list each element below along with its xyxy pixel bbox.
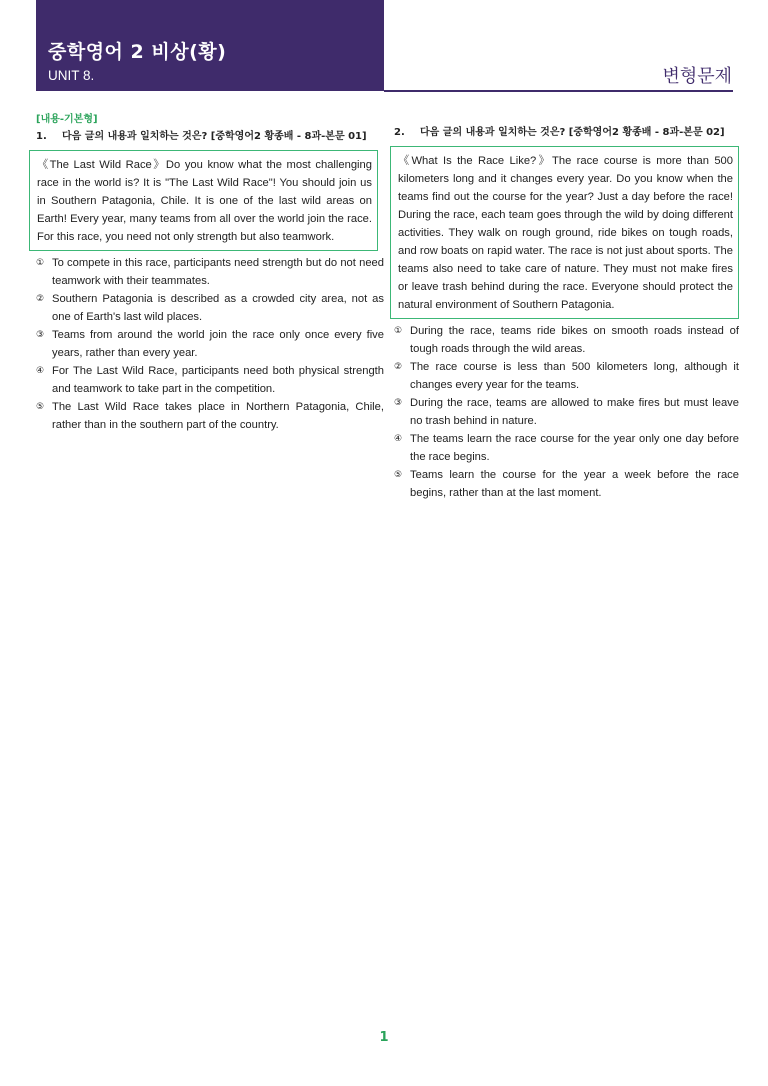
option-text: Teams from around the world join the race only once every five years, rather than every year. [52, 329, 384, 359]
option-text: Southern Patagonia is described as a crowded city area, not as one of Earth's last wild places. [52, 293, 384, 323]
option-number: ⑤ [394, 470, 403, 480]
answer-option[interactable] [36, 362, 384, 398]
option-number: ① [394, 326, 403, 336]
textbook-title: 중학영어 2 비상(황) [48, 41, 227, 63]
question-prompt: 다음 글의 내용과 일치하는 것은? [중학영어2 황종배 - 8과-본문 02] [420, 127, 725, 138]
option-text: The teams learn the race course for the year only one day before the race begins. [410, 433, 739, 463]
right-column [394, 110, 739, 502]
question-type-tag: [내용-기본형] [36, 114, 98, 125]
option-text: For The Last Wild Race, participants need both physical strength and teamwork to take part in the competition. [52, 365, 384, 395]
option-number: ④ [394, 434, 403, 444]
option-text: The race course is less than 500 kilometers long, although it changes every year for the teams. [410, 361, 739, 391]
option-number: ④ [36, 366, 45, 376]
answer-options [394, 322, 739, 502]
answer-option[interactable] [394, 322, 739, 358]
left-column [36, 110, 384, 434]
question-2-header [394, 124, 739, 142]
page-number: 1 [379, 1030, 389, 1045]
unit-label: UNIT 8. [48, 68, 95, 83]
question-1-header [36, 128, 384, 146]
option-text: During the race, teams ride bikes on smooth roads instead of tough roads through the wild areas. [410, 325, 739, 355]
question-prompt: 다음 글의 내용과 일치하는 것은? [중학영어2 황종배 - 8과-본문 01] [62, 131, 367, 142]
header-banner [36, 0, 384, 91]
option-text: The Last Wild Race takes place in Northern Patagonia, Chile, rather than in the southern part of the country. [52, 401, 384, 431]
reading-passage: 《What Is the Race Like?》The race course is more than 500 kilometers long and it changes every year. Do you know when the teams find out the course for the year? Just a day before the race! During the race, each team goes through the wild by doing different activities. They walk on rough ground, ride bikes on tough roads, and row boats on rapid water. The race is not just about sports. The teams also need to take care of nature. They must not make fires or leave trash behind during the race. Everyone should protect the natural environment of Southern Patagonia. [390, 146, 739, 319]
option-text: During the race, teams are allowed to make fires but must leave no trash behind in nature. [410, 397, 739, 427]
question-number: 2. [394, 127, 405, 138]
answer-option[interactable] [36, 290, 384, 326]
header-divider [384, 90, 733, 92]
answer-options [36, 254, 384, 434]
option-text: Teams learn the course for the year a week before the race begins, rather than at the last moment. [410, 469, 739, 499]
answer-option[interactable] [36, 398, 384, 434]
answer-option[interactable] [36, 254, 384, 290]
answer-option[interactable] [394, 394, 739, 430]
option-number: ③ [394, 398, 403, 408]
reading-passage: 《The Last Wild Race》Do you know what the most challenging race in the world is? It is "The Last Wild Race"! You should join us in Southern Patagonia, Chile. It is one of the last wild areas on Earth! Every year, many teams from all over the world join the race. For this race, you need not only strength but also teamwork. [29, 150, 378, 251]
answer-option[interactable] [394, 430, 739, 466]
answer-option[interactable] [36, 326, 384, 362]
section-label: 변형문제 [662, 66, 732, 87]
option-number: ① [36, 258, 45, 268]
option-number: ⑤ [36, 402, 45, 412]
answer-option[interactable] [394, 466, 739, 502]
answer-option[interactable] [394, 358, 739, 394]
option-number: ③ [36, 330, 45, 340]
option-number: ② [36, 294, 45, 304]
option-text: To compete in this race, participants need strength but do not need teamwork with their teammates. [52, 257, 384, 287]
question-number: 1. [36, 131, 47, 142]
option-number: ② [394, 362, 403, 372]
